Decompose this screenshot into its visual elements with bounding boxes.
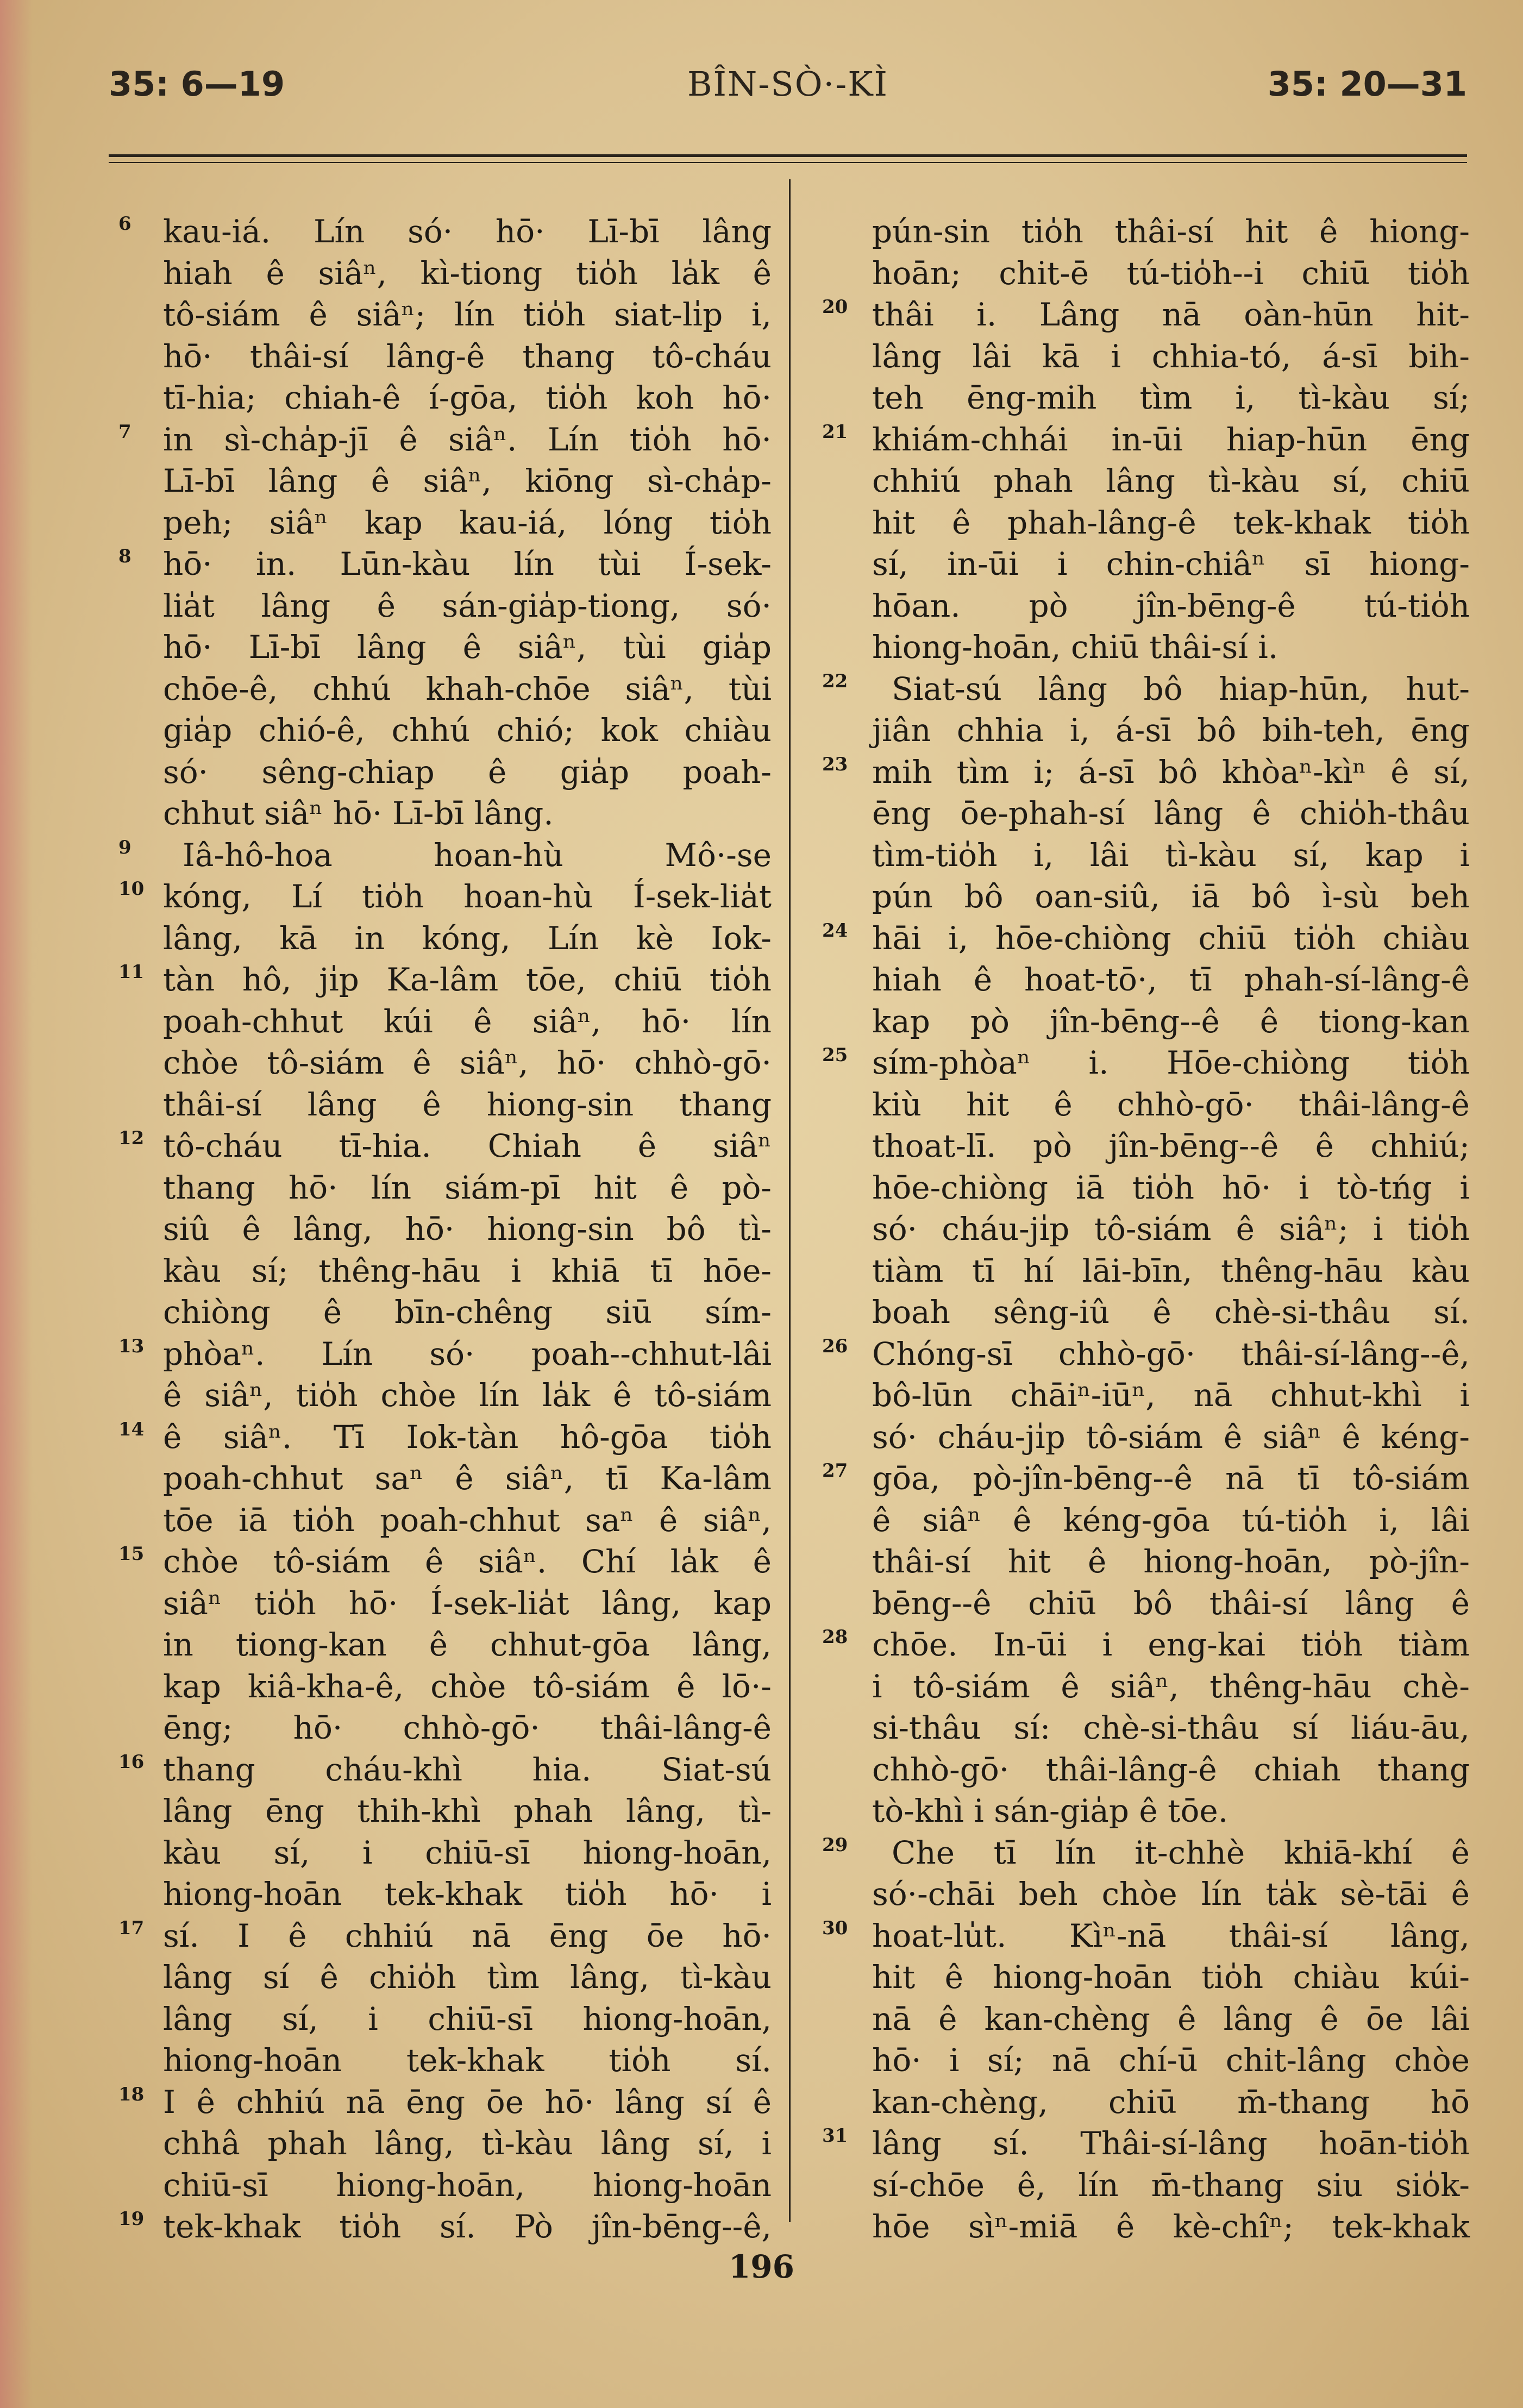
line-text: kan-chèng, chiū m̄-thang hō — [872, 2083, 1470, 2121]
text-line — [822, 1333, 1470, 1375]
line-text: tô-siám ê siâⁿ; lín tio̍h siat-li̍p i, — [163, 296, 772, 333]
text-line — [872, 336, 1470, 378]
line-text: kiù hit ê chhò-gō· thâi-lâng-ê — [872, 1086, 1470, 1123]
line-text: thang cháu-khì hia. Siat-sú — [163, 1751, 772, 1788]
verse-number: 16 — [118, 1751, 145, 1773]
line-text: lâng sí, i chiū-sī hiong-hoān, — [163, 2000, 772, 2037]
text-line — [872, 1416, 1470, 1458]
text-line — [872, 1583, 1470, 1625]
text-line — [163, 377, 772, 419]
line-text: Siat-sú lâng bô hiap-hūn, hut- — [892, 670, 1470, 707]
text-line — [872, 2040, 1470, 2081]
text-line — [118, 959, 772, 1001]
verse-number: 6 — [118, 213, 131, 235]
page-edge-stain — [0, 0, 33, 2408]
line-text: lâng ēng thih-khì phah lâng, tì- — [163, 1792, 772, 1829]
text-line — [872, 1790, 1470, 1832]
verse-number: 24 — [822, 919, 848, 942]
line-text: teh ēng-mih tìm i, tì-kàu sí; — [872, 379, 1470, 416]
line-text: chhâ phah lâng, tì-kàu lâng sí, i — [163, 2125, 772, 2162]
verse-number: 13 — [118, 1335, 145, 1357]
line-text: tī-hia; chiah-ê í-gōa, tio̍h koh hō· — [163, 379, 772, 416]
text-line — [163, 710, 772, 751]
line-text: hāi i, hōe-chiòng chiū tio̍h chiàu — [872, 919, 1470, 957]
text-line — [163, 1042, 772, 1084]
line-text: chiū-sī hiong-hoān, hiong-hoān — [163, 2166, 772, 2204]
text-line — [163, 1624, 772, 1666]
line-text: ê siâⁿ ê kéng-gōa tú-tio̍h i, lâi — [872, 1501, 1470, 1539]
text-line — [872, 710, 1470, 751]
verse-number: 25 — [822, 1044, 848, 1066]
text-line — [118, 1125, 772, 1167]
line-text: lia̍t lâng ê sán-gia̍p-tiong, só· — [163, 587, 772, 624]
line-text: boah sêng-iû ê chè-si-thâu sí. — [872, 1294, 1470, 1331]
text-line — [118, 1416, 772, 1458]
line-text: hit ê phah-lâng-ê tek-khak tio̍h — [872, 504, 1470, 541]
text-line — [872, 211, 1470, 253]
text-line — [118, 2206, 772, 2248]
line-text: ēng ōe-phah-sí lâng ê chio̍h-thâu — [872, 795, 1470, 832]
header-left-reference: 35: 6—19 — [109, 64, 285, 104]
line-text: pún bô oan-siû, iā bô ì-sù beh — [872, 878, 1470, 915]
text-line — [118, 1915, 772, 1957]
text-line — [872, 1167, 1470, 1209]
line-text: thâi-sí lâng ê hiong-sin thang — [163, 1086, 772, 1123]
text-line — [163, 253, 772, 294]
verse-number: 7 — [118, 421, 131, 443]
line-text: kap pò jîn-bēng--ê ê tiong-kan — [872, 1002, 1470, 1040]
text-line — [163, 2165, 772, 2206]
line-text: hō· in. Lūn-kàu lín tùi Í-sek- — [163, 545, 772, 582]
text-line — [118, 1541, 772, 1583]
line-text: kàu sí; thêng-hāu i khiā tī hōe- — [163, 1252, 772, 1289]
text-line — [163, 1832, 772, 1874]
text-line — [822, 1832, 1470, 1874]
text-line — [822, 918, 1470, 960]
verse-number: 31 — [822, 2125, 848, 2147]
text-line — [163, 1001, 772, 1043]
line-text: kau-iá. Lín só· hō· Lī-bī lâng — [163, 213, 772, 250]
text-line — [163, 294, 772, 336]
verse-number: 10 — [118, 878, 145, 900]
line-text: tōe iā tio̍h poah-chhut saⁿ ê siâⁿ, — [163, 1501, 772, 1539]
line-text: ê siâⁿ. Tī Iok-tàn hô-gōa tio̍h — [163, 1418, 772, 1456]
line-text: Che tī lín it-chhè khiā-khí ê — [892, 1834, 1470, 1871]
line-text: gōa, pò-jîn-bēng--ê nā tī tô-siám — [872, 1460, 1470, 1497]
text-line — [872, 253, 1470, 294]
line-text: thang hō· lín siám-pī hit ê pò- — [163, 1169, 772, 1206]
line-text: tò-khì i sán-gia̍p ê tōe. — [872, 1792, 1229, 1829]
text-line — [822, 419, 1470, 461]
header-book-title: BÎN-SÒ·-KÌ — [687, 64, 889, 104]
line-text: chōe. In-ūi i eng-kai tio̍h tiàm — [872, 1626, 1470, 1663]
line-text: kap kiâ-kha-ê, chòe tô-siám ê lō·- — [163, 1667, 772, 1705]
text-line — [872, 1541, 1470, 1583]
line-text: só· cháu-ji̍p tô-siám ê siâⁿ ê kéng- — [872, 1418, 1470, 1456]
line-text: i tô-siám ê siâⁿ, thêng-hāu chè- — [872, 1667, 1470, 1705]
line-text: chòe tô-siám ê siâⁿ, hō· chhò-gō· — [163, 1044, 772, 1081]
verse-number: 22 — [822, 670, 848, 692]
verse-number: 28 — [822, 1626, 848, 1648]
line-text: lâng lâi kā i chhia-tó, á-sī bih- — [872, 337, 1470, 375]
text-line — [822, 1915, 1470, 1957]
line-text: chhò-gō· thâi-lâng-ê chiah thang — [872, 1751, 1470, 1788]
text-line — [163, 1666, 772, 1708]
text-line — [163, 1998, 772, 2040]
text-line — [163, 1873, 772, 1915]
verse-number: 9 — [118, 836, 131, 858]
verse-number: 12 — [118, 1127, 145, 1149]
line-text: hōe sìⁿ-miā ê kè-chîⁿ; tek-khak — [872, 2208, 1470, 2245]
text-line — [872, 1749, 1470, 1791]
text-line — [872, 1208, 1470, 1250]
line-text: hiah ê hoat-tō·, tī phah-sí-lâng-ê — [872, 961, 1470, 998]
line-text: hiah ê siâⁿ, kì-tiong tio̍h la̍k ê — [163, 254, 772, 292]
line-text: tìm-tio̍h i, lâi tì-kàu sí, kap i — [872, 836, 1470, 874]
header-rule-thick — [109, 154, 1467, 157]
verse-number: 23 — [822, 753, 848, 775]
text-line — [118, 543, 772, 585]
line-text: hō· Lī-bī lâng ê siâⁿ, tùi gia̍p — [163, 629, 772, 666]
text-line — [822, 1042, 1470, 1084]
verse-number: 18 — [118, 2083, 145, 2105]
line-text: peh; siâⁿ kap kau-iá, lóng tio̍h — [163, 504, 772, 541]
line-text: hiong-hoān, chiū thâi-sí i. — [872, 629, 1278, 666]
text-line — [163, 1458, 772, 1500]
line-text: chhiú phah lâng tì-kàu sí, chiū — [872, 462, 1470, 499]
line-text: jiân chhia i, á-sī bô bih-teh, ēng — [872, 712, 1470, 749]
line-text: Lī-bī lâng ê siâⁿ, kiōng sì-cha̍p- — [163, 462, 772, 499]
line-text: phòaⁿ. Lín só· poah--chhut-lâi — [163, 1335, 772, 1372]
running-header — [109, 64, 1467, 124]
line-text: sím-phòaⁿ i. Hōe-chiòng tio̍h — [872, 1044, 1470, 1081]
line-text: siû ê lâng, hō· hiong-sin bô tì- — [163, 1211, 772, 1247]
line-text: pún-sin tio̍h thâi-sí hit ê hiong- — [872, 213, 1470, 250]
line-text: lâng sí. Thâi-sí-lâng hoān-tio̍h — [872, 2125, 1470, 2162]
text-line — [163, 626, 772, 668]
text-line — [163, 1084, 772, 1126]
text-line — [163, 793, 772, 835]
line-text: I ê chhiú nā ēng ōe hō· lâng sí ê — [163, 2083, 772, 2121]
line-text: hit ê hiong-hoān tio̍h chiàu kúi- — [872, 1959, 1470, 1996]
text-line — [872, 626, 1470, 668]
line-text: hoān; chit-ē tú-tio̍h--i chiū tio̍h — [872, 254, 1470, 292]
line-text: chiòng ê bīn-chêng siū sím- — [163, 1294, 772, 1331]
text-line — [872, 2165, 1470, 2206]
page-number: 196 — [728, 2248, 795, 2285]
verse-number: 17 — [118, 1917, 145, 1939]
text-line — [872, 1250, 1470, 1292]
line-text: hō· thâi-sí lâng-ê thang tô-cháu — [163, 337, 772, 375]
text-line — [872, 543, 1470, 585]
line-text: mih tìm i; á-sī bô khòaⁿ-kìⁿ ê sí, — [872, 753, 1470, 791]
text-line — [163, 1375, 772, 1416]
text-line — [822, 294, 1470, 336]
text-line — [872, 1375, 1470, 1416]
line-text: tàn hô, ji̍p Ka-lâm tōe, chiū tio̍h — [163, 961, 772, 998]
text-line — [163, 1707, 772, 1749]
verse-number: 15 — [118, 1543, 145, 1565]
line-text: sí. I ê chhiú nā ēng ōe hō· — [163, 1917, 772, 1954]
text-line — [872, 1873, 1470, 1915]
text-line — [163, 585, 772, 627]
text-line — [822, 751, 1470, 793]
text-line — [118, 876, 772, 918]
text-line — [163, 1583, 772, 1625]
verse-number: 19 — [118, 2208, 145, 2230]
line-text: si-thâu sí: chè-si-thâu sí liáu-āu, — [872, 1709, 1470, 1746]
text-line — [163, 1250, 772, 1292]
text-line — [163, 1208, 772, 1250]
text-line — [163, 918, 772, 960]
text-line — [163, 668, 772, 710]
verse-number: 14 — [118, 1418, 145, 1440]
text-line — [872, 1001, 1470, 1043]
text-line — [822, 1624, 1470, 1666]
text-line — [118, 835, 772, 876]
line-text: kàu sí, i chiū-sī hiong-hoān, — [163, 1834, 772, 1871]
line-text: kóng, Lí tio̍h hoan-hù Í-sek-lia̍t — [163, 878, 772, 915]
text-line — [872, 1500, 1470, 1541]
text-line — [822, 668, 1470, 710]
line-text: tô-cháu tī-hia. Chiah ê siâⁿ — [163, 1127, 772, 1164]
text-line — [872, 1666, 1470, 1708]
line-text: bēng--ê chiū bô thâi-sí lâng ê — [872, 1584, 1470, 1622]
verse-number: 8 — [118, 545, 131, 567]
verse-number: 20 — [822, 296, 848, 318]
line-text: in sì-cha̍p-jī ê siâⁿ. Lín tio̍h hō· — [163, 421, 772, 458]
text-line — [163, 751, 772, 793]
text-line — [118, 1333, 772, 1375]
line-text: só·-chāi beh chòe lín ta̍k sè-tāi ê — [872, 1876, 1470, 1912]
verse-number: 26 — [822, 1335, 848, 1357]
text-line — [872, 377, 1470, 419]
line-text: sí, in-ūi i chin-chiâⁿ sī hiong- — [872, 545, 1470, 582]
line-text: poah-chhut kúi ê siâⁿ, hō· lín — [163, 1002, 772, 1040]
line-text: tiàm tī hí lāi-bīn, thêng-hāu kàu — [872, 1252, 1470, 1289]
line-text: hō· i sí; nā chí-ū chit-lâng chòe — [872, 2042, 1470, 2079]
verse-number: 27 — [822, 1460, 848, 1482]
text-line — [163, 1790, 772, 1832]
text-line — [163, 1500, 772, 1541]
text-line — [872, 585, 1470, 627]
line-text: siâⁿ tio̍h hō· Í-sek-lia̍t lâng, kap — [163, 1584, 772, 1622]
line-text: só· sêng-chiap ê gia̍p poah- — [163, 753, 772, 791]
text-line — [872, 876, 1470, 918]
text-line — [872, 1125, 1470, 1167]
text-line — [872, 835, 1470, 876]
text-line — [163, 502, 772, 544]
line-text: ê siâⁿ, tio̍h chòe lín la̍k ê tô-siám — [163, 1377, 772, 1414]
line-text: nā ê kan-chèng ê lâng ê ōe lâi — [872, 2000, 1470, 2037]
right-column — [822, 211, 1470, 2248]
line-text: bô-lūn chāiⁿ-iūⁿ, nā chhut-khì i — [872, 1377, 1470, 1414]
text-line — [872, 1084, 1470, 1126]
line-text: thâi-sí hit ê hiong-hoān, pò-jîn- — [872, 1543, 1470, 1580]
line-text: hiong-hoān tek-khak tio̍h hō· i — [163, 1876, 772, 1912]
line-text: hōe-chiòng iā tio̍h hō· i tò-tńg i — [872, 1169, 1470, 1206]
line-text: só· cháu-ji̍p tô-siám ê siâⁿ; i tio̍h — [872, 1211, 1470, 1247]
line-text: hōan. pò jîn-bēng-ê tú-tio̍h — [872, 587, 1470, 624]
text-line — [163, 1956, 772, 1998]
line-text: gia̍p chió-ê, chhú chió; kok chiàu — [163, 712, 772, 749]
header-right-reference: 35: 20—31 — [1267, 64, 1467, 104]
text-line — [872, 2081, 1470, 2123]
text-line — [163, 1291, 772, 1333]
line-text: ēng; hō· chhò-gō· thâi-lâng-ê — [163, 1709, 772, 1746]
line-text: thoat-lī. pò jîn-bēng--ê ê chhiú; — [872, 1127, 1470, 1164]
text-line — [118, 211, 772, 253]
text-line — [163, 2123, 772, 2165]
line-text: hiong-hoān tek-khak tio̍h sí. — [163, 2042, 772, 2079]
text-line — [872, 959, 1470, 1001]
left-column — [118, 211, 772, 2248]
line-text: thâi i. Lâng nā oàn-hūn hit- — [872, 296, 1470, 333]
text-line — [872, 1707, 1470, 1749]
line-text: poah-chhut saⁿ ê siâⁿ, tī Ka-lâm — [163, 1460, 772, 1497]
text-line — [872, 460, 1470, 502]
line-text: Chóng-sī chhò-gō· thâi-sí-lâng--ê, — [872, 1335, 1470, 1372]
header-rule-thin — [109, 162, 1467, 163]
text-line — [118, 1749, 772, 1791]
text-line — [872, 2206, 1470, 2248]
column-divider — [789, 179, 791, 2222]
text-line — [163, 1167, 772, 1209]
line-text: chòe tô-siám ê siâⁿ. Chí la̍k ê — [163, 1543, 772, 1580]
line-text: hoat-lu̍t. Kìⁿ-nā thâi-sí lâng, — [872, 1917, 1470, 1954]
line-text: chōe-ê, chhú khah-chōe siâⁿ, tùi — [163, 670, 772, 707]
verse-number: 21 — [822, 421, 848, 443]
text-line — [822, 1458, 1470, 1500]
text-line — [822, 2123, 1470, 2165]
verse-number: 30 — [822, 1917, 848, 1939]
line-text: Iâ-hô-hoa hoan-hù Mô·-se — [183, 836, 772, 874]
text-line — [118, 419, 772, 461]
line-text: chhut siâⁿ hō· Lī-bī lâng. — [163, 795, 554, 832]
line-text: tek-khak tio̍h sí. Pò jîn-bēng--ê, — [163, 2208, 772, 2245]
text-line — [163, 336, 772, 378]
text-line — [163, 2040, 772, 2081]
text-line — [872, 793, 1470, 835]
line-text: in tiong-kan ê chhut-gōa lâng, — [163, 1626, 772, 1663]
line-text: lâng, kā in kóng, Lín kè Iok- — [163, 919, 772, 957]
text-line — [118, 2081, 772, 2123]
verse-number: 29 — [822, 1834, 848, 1856]
text-line — [872, 1291, 1470, 1333]
line-text: sí-chōe ê, lín m̄-thang siu sio̍k- — [872, 2166, 1470, 2204]
line-text: lâng sí ê chio̍h tìm lâng, tì-kàu — [163, 1959, 772, 1996]
text-line — [872, 502, 1470, 544]
text-line — [872, 1956, 1470, 1998]
verse-number: 11 — [118, 961, 145, 983]
text-line — [872, 1998, 1470, 2040]
text-line — [163, 460, 772, 502]
line-text: khiám-chhái in-ūi hiap-hūn ēng — [872, 421, 1470, 458]
